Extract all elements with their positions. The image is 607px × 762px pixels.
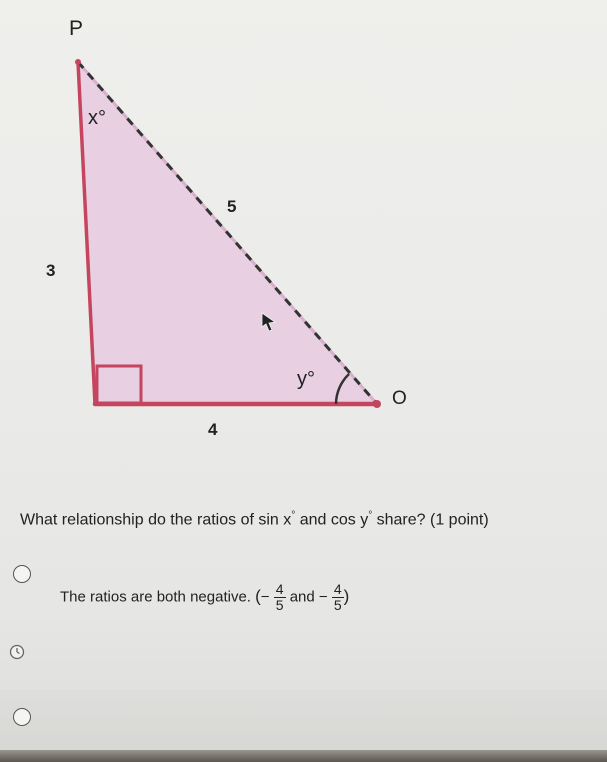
fraction2-numerator: 4 xyxy=(333,581,342,597)
question-angle1: x xyxy=(283,511,292,529)
option1-fraction1 xyxy=(274,582,286,613)
option1-radio[interactable] xyxy=(13,565,31,583)
option2-radio[interactable] xyxy=(13,708,31,726)
question-degree1: ° xyxy=(291,510,296,521)
option1-and: and xyxy=(289,588,315,606)
option1-fraction2 xyxy=(332,582,344,613)
question-degree2: ° xyxy=(368,510,373,521)
fraction2-denominator: 5 xyxy=(333,597,342,613)
question-suffix: share? (1 point) xyxy=(372,511,489,529)
option1-close-paren: ) xyxy=(343,586,350,606)
clock-icon[interactable] xyxy=(9,644,25,660)
side-label-vertical: 3 xyxy=(46,261,56,280)
option1-neg1: − xyxy=(260,588,270,606)
option1-label[interactable] xyxy=(60,582,349,613)
question-mid: and cos xyxy=(295,511,361,529)
side-label-horizontal: 4 xyxy=(208,420,218,439)
side-label-hypotenuse: 5 xyxy=(227,197,237,216)
fraction1-numerator: 4 xyxy=(275,581,284,597)
fraction1-denominator: 5 xyxy=(275,597,284,613)
screen-bezel xyxy=(0,750,607,762)
vertex-label-o: O xyxy=(392,388,407,409)
question-text xyxy=(20,510,489,529)
vertex-o-dot xyxy=(373,400,381,408)
angle-label-x: x° xyxy=(88,107,106,129)
vertex-label-p: P xyxy=(69,17,84,40)
option1-open-paren: ( xyxy=(255,586,261,606)
option1-neg2: − xyxy=(318,588,328,606)
angle-label-y: y° xyxy=(297,368,315,390)
question-angle2: y xyxy=(360,511,369,529)
option1-text: The ratios are both negative. xyxy=(60,588,251,606)
question-prefix: What relationship do the ratios of sin xyxy=(20,511,284,529)
vertex-p-dot xyxy=(75,59,81,65)
